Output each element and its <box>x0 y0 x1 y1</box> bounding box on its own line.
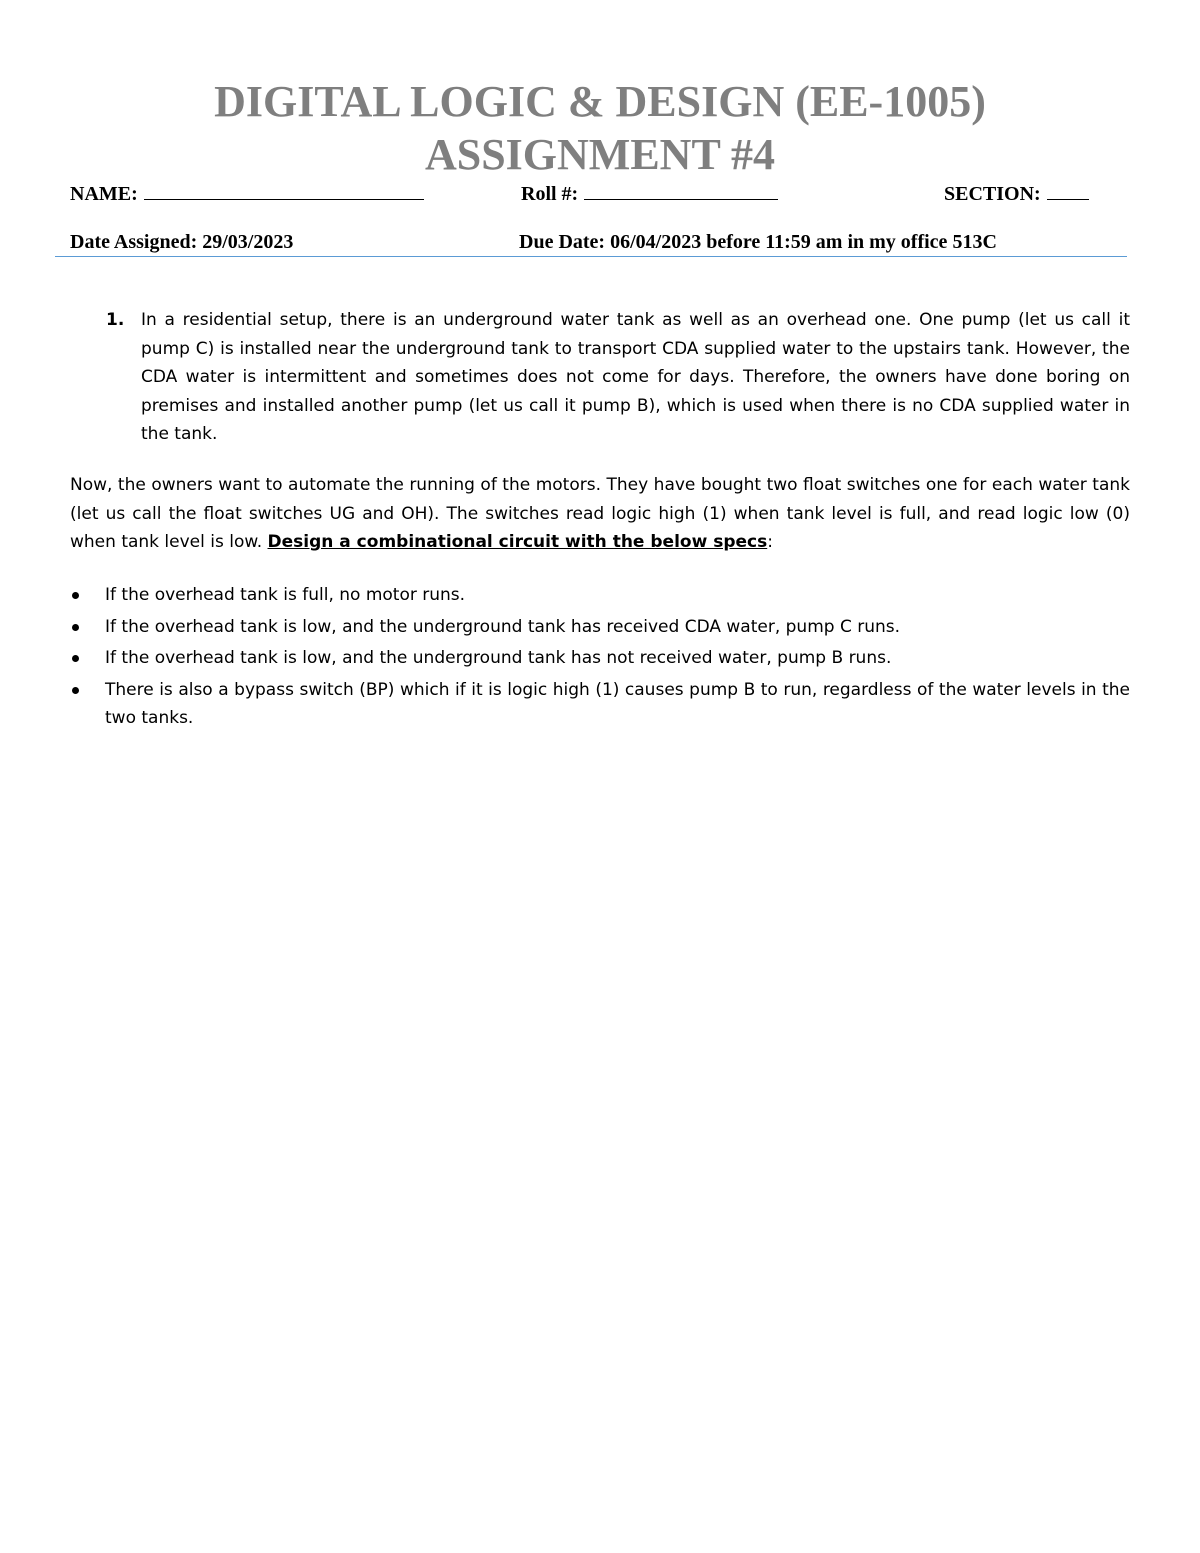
roll-label: Roll #: <box>521 183 579 205</box>
list-item <box>70 644 1130 673</box>
question-1 <box>106 306 1130 449</box>
instructions-paragraph <box>70 471 1130 557</box>
list-item <box>70 581 1130 610</box>
colon: : <box>767 532 773 552</box>
bullet-icon <box>72 687 79 694</box>
bullet-icon <box>72 592 79 599</box>
design-instruction: Design a combinational circuit with the below specs <box>267 532 768 552</box>
due-date: Due Date: 06/04/2023 before 11:59 am in my office 513C <box>519 231 997 253</box>
date-assigned: Date Assigned: 29/03/2023 <box>70 231 294 253</box>
header-divider <box>55 256 1127 257</box>
name-blank[interactable] <box>144 181 424 200</box>
list-item <box>70 676 1130 733</box>
roll-blank[interactable] <box>584 181 778 200</box>
list-item <box>70 613 1130 642</box>
spec-text: If the overhead tank is low, and the underground tank has received CDA water, pump C runs. <box>105 616 901 637</box>
roll-field <box>521 181 778 206</box>
question-text: In a residential setup, there is an underground water tank as well as an overhead one. One pump (let us call it pump C) is installed near the underground tank to transport CDA supplied water to the upstairs tank. However, the CDA water is intermittent and sometimes does not come for days. Therefore, the owners have done boring on premises and installed another pump (let us call it pump B), which is used when there is no CDA supplied water in the tank. <box>141 310 1130 444</box>
name-label: NAME: <box>70 183 138 205</box>
spec-text: If the overhead tank is low, and the underground tank has not received water, pump B runs. <box>105 648 892 668</box>
instructions-text: Now, the owners want to automate the running of the motors. They have bought two float switches one for each water tank (let us call the float switches UG and OH). The switches read logic high (1) when tank level is full, and read logic low (0) when tank level is low. <box>70 475 1130 552</box>
document-title: DIGITAL LOGIC & DESIGN (EE-1005) <box>214 77 986 126</box>
name-field <box>70 181 424 206</box>
section-field <box>944 181 1089 206</box>
specs-list <box>70 581 1130 736</box>
spec-text: There is also a bypass switch (BP) which if it is logic high (1) causes pump B to run, regardless of the water levels in the two tanks. <box>105 679 1130 728</box>
assignment-title: ASSIGNMENT #4 <box>424 130 776 179</box>
bullet-icon <box>72 655 79 662</box>
section-label: SECTION: <box>944 183 1041 205</box>
question-number: 1. <box>106 310 125 330</box>
section-blank[interactable] <box>1047 181 1089 200</box>
bullet-icon <box>72 624 79 631</box>
spec-text: If the overhead tank is full, no motor runs. <box>105 585 466 605</box>
